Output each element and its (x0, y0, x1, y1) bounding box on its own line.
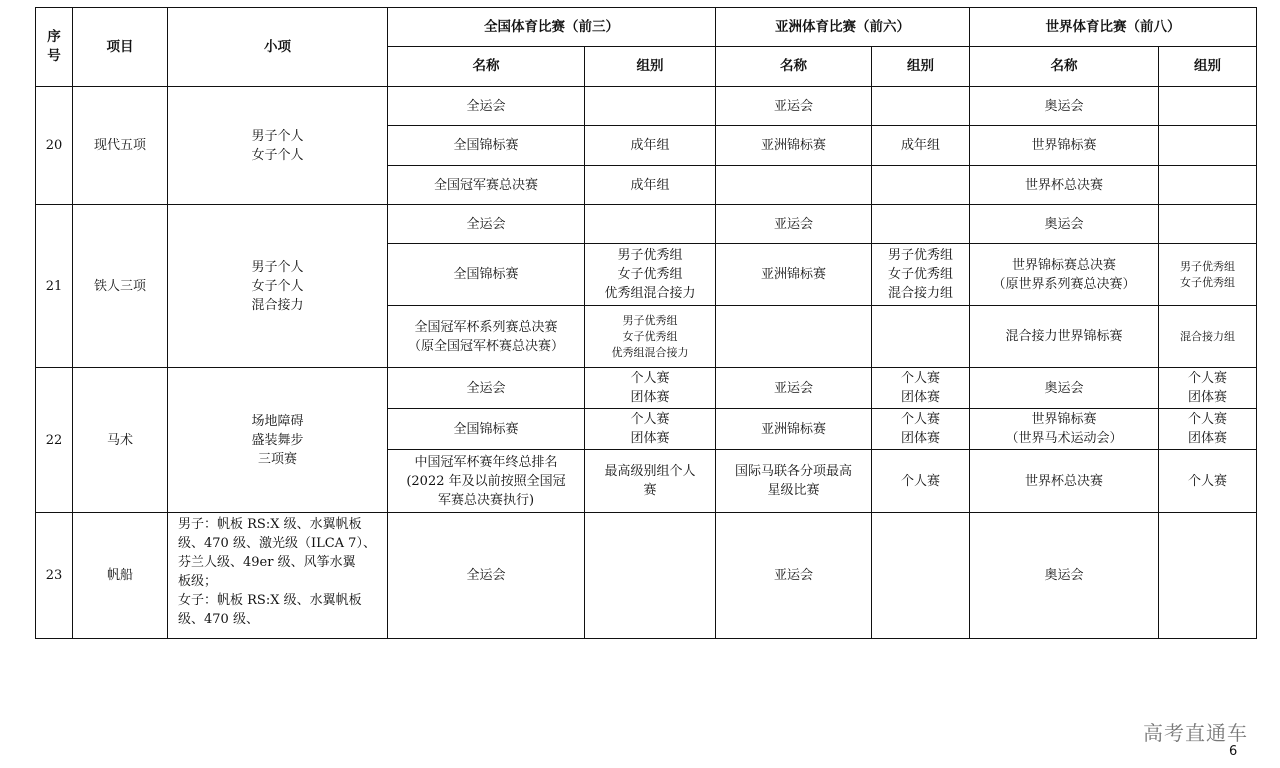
national-group-cell: 最高级别组个人 赛 (585, 450, 716, 513)
world-name-cell: 世界锦标赛 （世界马术运动会） (970, 409, 1159, 450)
national-group-cell: 男子优秀组 女子优秀组 优秀组混合接力 (585, 306, 716, 368)
world-group-cell (1159, 126, 1257, 166)
national-group-cell: 个人赛 团体赛 (585, 368, 716, 409)
national-group-cell (585, 87, 716, 126)
world-name-cell: 混合接力世界锦标赛 (970, 306, 1159, 368)
national-name-cell: 全运会 (388, 87, 585, 126)
national-name-cell: 全国锦标赛 (388, 126, 585, 166)
seq-cell: 22 (36, 368, 73, 513)
national-group-cell: 成年组 (585, 126, 716, 166)
world-group-cell: 个人赛 (1159, 450, 1257, 513)
asia-group-cell: 男子优秀组 女子优秀组 混合接力组 (872, 244, 970, 306)
asia-group-cell: 个人赛 (872, 450, 970, 513)
table-row (36, 87, 1257, 126)
asia-group-cell: 个人赛 团体赛 (872, 368, 970, 409)
national-name-cell: 全运会 (388, 368, 585, 409)
world-name-cell: 奥运会 (970, 513, 1159, 639)
world-name-cell: 世界锦标赛总决赛 （原世界系列赛总决赛） (970, 244, 1159, 306)
project-cell: 现代五项 (73, 87, 168, 205)
asia-group-cell: 成年组 (872, 126, 970, 166)
seq-header: 序 号 (36, 8, 73, 87)
national-name-cell: 全国冠军杯系列赛总决赛 （原全国冠军杯赛总决赛） (388, 306, 585, 368)
asia-name-cell: 国际马联各分项最高 星级比赛 (716, 450, 872, 513)
national-name-cell: 全运会 (388, 205, 585, 244)
world-name-header: 名称 (970, 47, 1159, 87)
asia-group-header: 组别 (872, 47, 970, 87)
asia-group-cell (872, 513, 970, 639)
national-name-cell: 全国锦标赛 (388, 409, 585, 450)
asia-group-cell (872, 87, 970, 126)
national-name-cell: 全国冠军赛总决赛 (388, 166, 585, 205)
world-name-cell: 世界杯总决赛 (970, 450, 1159, 513)
project-cell: 马术 (73, 368, 168, 513)
seq-cell: 20 (36, 87, 73, 205)
project-cell: 帆船 (73, 513, 168, 639)
sub-items-cell: 男子个人 女子个人 (168, 87, 388, 205)
asia-name-cell: 亚洲锦标赛 (716, 244, 872, 306)
asia-name-header: 名称 (716, 47, 872, 87)
sub-items-cell: 男子：帆板 RS:X 级、水翼帆板 级、470 级、激光级（ILCA 7）、 芬兰人级、49er 级、风筝水翼 板级； 女子：帆板 RS:X 级、水翼帆板 级、470 级、 (168, 513, 388, 639)
asia-name-cell: 亚运会 (716, 205, 872, 244)
seq-cell: 23 (36, 513, 73, 639)
world-name-cell: 世界锦标赛 (970, 126, 1159, 166)
national-group-header: 组别 (585, 47, 716, 87)
asia-name-cell: 亚洲锦标赛 (716, 126, 872, 166)
events-table (35, 7, 1257, 639)
world-group-cell (1159, 205, 1257, 244)
project-header: 项目 (73, 8, 168, 87)
asia-group-cell: 个人赛 团体赛 (872, 409, 970, 450)
world-header: 世界体育比赛（前八） (970, 8, 1257, 47)
national-group-cell: 男子优秀组 女子优秀组 优秀组混合接力 (585, 244, 716, 306)
national-header: 全国体育比赛（前三） (388, 8, 716, 47)
national-name-cell: 全国锦标赛 (388, 244, 585, 306)
national-group-cell (585, 513, 716, 639)
world-name-cell: 世界杯总决赛 (970, 166, 1159, 205)
national-name-header: 名称 (388, 47, 585, 87)
table-row (36, 513, 1257, 639)
asia-name-cell: 亚运会 (716, 513, 872, 639)
world-name-cell: 奥运会 (970, 87, 1159, 126)
world-group-header: 组别 (1159, 47, 1257, 87)
table-row (36, 368, 1257, 409)
national-name-cell: 中国冠军杯赛年终总排名 (2022 年及以前按照全国冠 军赛总决赛执行) (388, 450, 585, 513)
national-group-cell: 个人赛 团体赛 (585, 409, 716, 450)
asia-name-cell: 亚洲锦标赛 (716, 409, 872, 450)
world-group-cell: 个人赛 团体赛 (1159, 409, 1257, 450)
page-number: 6 (1229, 744, 1238, 759)
asia-group-cell (872, 306, 970, 368)
asia-group-cell (872, 205, 970, 244)
national-group-cell: 成年组 (585, 166, 716, 205)
asia-name-cell (716, 166, 872, 205)
sub-item-header: 小项 (168, 8, 388, 87)
seq-cell: 21 (36, 205, 73, 368)
world-group-cell (1159, 513, 1257, 639)
watermark: 高考直通车 (1143, 721, 1248, 745)
national-group-cell (585, 205, 716, 244)
world-group-cell (1159, 166, 1257, 205)
asia-name-cell: 亚运会 (716, 87, 872, 126)
asia-group-cell (872, 166, 970, 205)
world-group-cell: 混合接力组 (1159, 306, 1257, 368)
world-group-cell: 男子优秀组 女子优秀组 (1159, 244, 1257, 306)
world-name-cell: 奥运会 (970, 205, 1159, 244)
world-group-cell: 个人赛 团体赛 (1159, 368, 1257, 409)
world-group-cell (1159, 87, 1257, 126)
world-name-cell: 奥运会 (970, 368, 1159, 409)
table-row (36, 205, 1257, 244)
national-name-cell: 全运会 (388, 513, 585, 639)
asia-name-cell: 亚运会 (716, 368, 872, 409)
project-cell: 铁人三项 (73, 205, 168, 368)
sub-items-cell: 男子个人 女子个人 混合接力 (168, 205, 388, 368)
asia-header: 亚洲体育比赛（前六） (716, 8, 970, 47)
asia-name-cell (716, 306, 872, 368)
sub-items-cell: 场地障碍 盛装舞步 三项赛 (168, 368, 388, 513)
